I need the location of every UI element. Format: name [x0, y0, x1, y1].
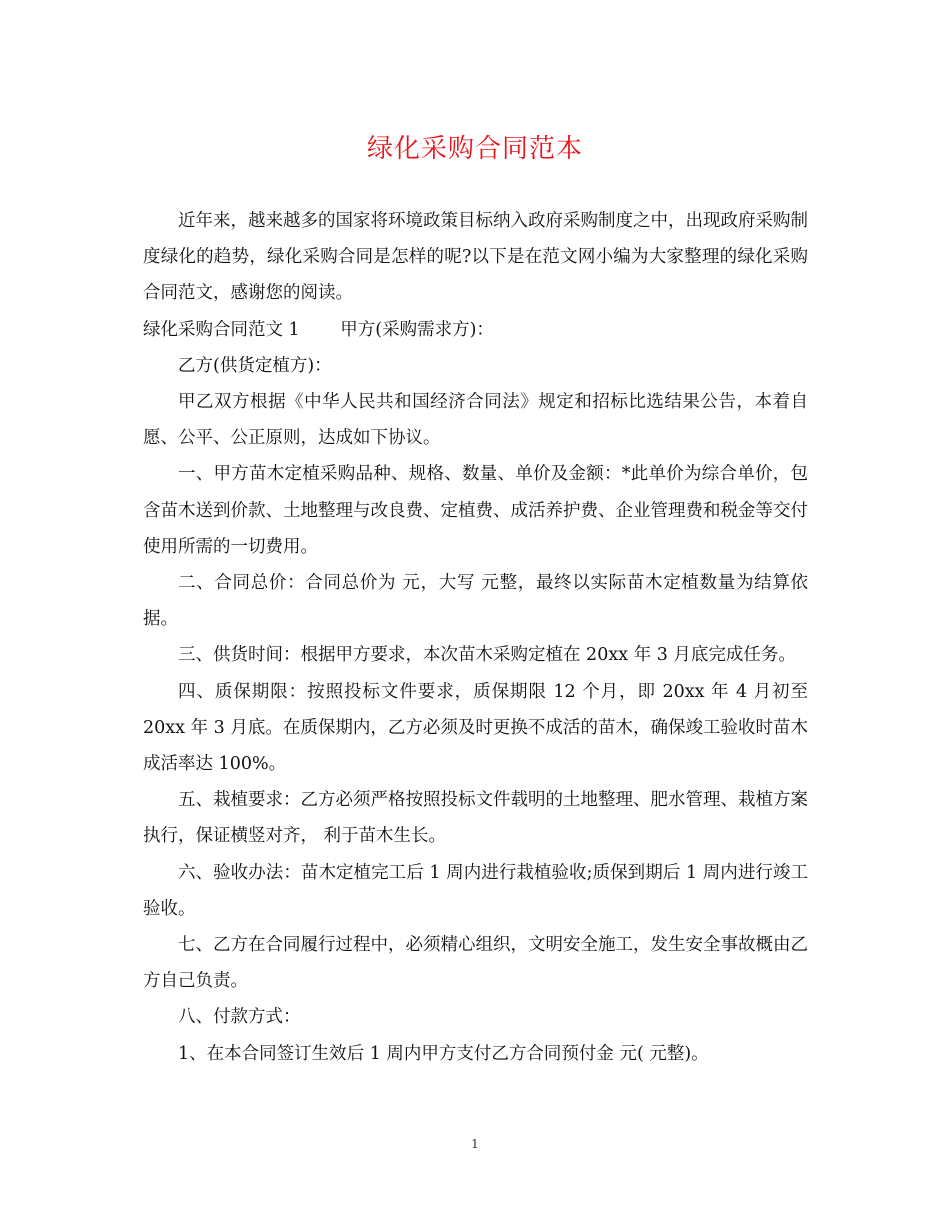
document-body: [143, 203, 808, 1072]
paragraph-clause-6: 六、验收办法：苗木定植完工后 1 周内进行栽植验收;质保到期后 1 周内进行竣工验收。: [143, 862, 808, 919]
paragraph-clause-7: 七、乙方在合同履行过程中，必须精心组织，文明安全施工，发生安全事故概由乙方自己负责。: [143, 935, 808, 992]
paragraph-clause-5: 五、栽植要求：乙方必须严格按照投标文件载明的土地整理、肥水管理、栽植方案执行，保证横竖对齐， 利于苗木生长。: [143, 790, 808, 847]
paragraph-clause-1: 一、甲方苗木定植采购品种、规格、数量、单价及金额：*此单价为综合单价，包含苗木送到价款、土地整理与改良费、定植费、成活养护费、企业管理费和税金等交付使用所需的一切费用。: [143, 464, 808, 557]
paragraph-clause-3: 三、供货时间：根据甲方要求，本次苗木采购定植在 20xx 年 3 月底完成任务。: [178, 645, 796, 666]
document-title: 绿化采购合同范本: [366, 134, 583, 164]
paragraph-agreement: 甲乙双方根据《中华人民共和国经济合同法》规定和招标比选结果公告，本着自愿、公平、公正原则，达成如下协议。: [143, 392, 808, 449]
paragraph-clause-4: 四、质保期限：按照投标文件要求，质保期限 12 个月，即 20xx 年 4 月初至 20xx 年 3 月底。在质保期内，乙方必须及时更换不成活的苗木，确保竣工验收时苗木成活率达 100%。: [143, 681, 808, 775]
page-number: 1: [471, 1137, 479, 1151]
paragraph-payment-1: 1、在本合同签订生效后 1 周内甲方支付乙方合同预付金 元( 元整)。: [178, 1043, 709, 1064]
paragraph-clause-2: 二、合同总价：合同总价为 元，大写 元整，最终以实际苗木定植数量为结算依据。: [143, 573, 808, 630]
paragraph-clause-8: 八、付款方式：: [178, 1007, 301, 1028]
paragraph-intro: 近年来，越来越多的国家将环境政策目标纳入政府采购制度之中，出现政府采购制度绿化的趋势，绿化采购合同是怎样的呢?以下是在范文网小编为大家整理的绿化采购合同范文，感谢您的阅读。: [143, 211, 808, 304]
paragraph-contract-heading: 绿化采购合同范文 1 甲方(采购需求方)：: [143, 319, 494, 340]
paragraph-party-b: 乙方(供货定植方)：: [178, 355, 332, 376]
